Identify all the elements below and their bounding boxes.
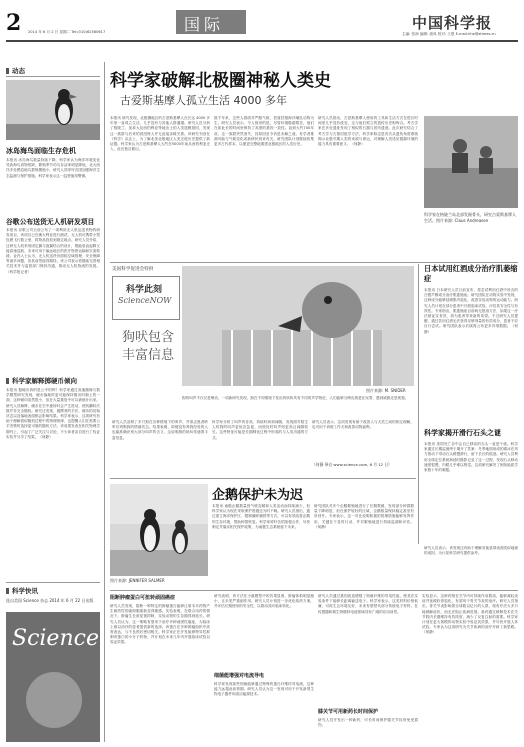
bottom-section-rule [110, 590, 518, 591]
penguin-photo-credit: 图片来源: JENNIFER SALMER [110, 578, 165, 583]
penguin-photo [110, 484, 208, 576]
bottom-col2b: 科学家发现某些细菌能够通过特殊的蛋白纤维传导电流，这种能力远超此前预期。研究人员认为这一发现可用于开发新型生物电子器件和清洁能源技术。 [214, 682, 314, 697]
penguin-title: 企鹅保护未为迟 [212, 488, 304, 503]
left-title-rule [6, 76, 100, 77]
left-bottom-rule [6, 582, 100, 583]
penguin-icon [110, 484, 208, 576]
paper-name: 中国科学报 [412, 14, 493, 32]
puffin-photo [6, 80, 100, 140]
bottom-col1: 研究人员发现，阻断一种特定的肿瘤蛋白能够让原本对药物产生耐药性的癌细胞重新变得敏感。实验表明，在联合用药的情况下，肿瘤生长被显著抑制，实验动物的生存期得到延长。研究人员认为，这一策略有望用于治疗多种顽固性癌症，为临床上难以治疗的患者提供新的选择。该蛋白在多种肿瘤组织中高度表达，与不良预后密切相关。科学家正在开发能够特异性抑制该蛋白的小分子药物，并计划在未来几年内开展临床试验以验证效果。 [110, 604, 210, 645]
dog-body-col1: 研究人员录制了多只狗在各种情境下的叫声，并请志愿者聆听后判断狗的情绪状态。结果表明，即便没有养狗经验的人也能准确识别大部分叫声的含义，这说明狗的吠叫传递着丰富信息。 [112, 420, 208, 440]
sciencenow-source: （何静 译自 www.science.com, 6 月 12 日） [312, 462, 392, 467]
science-masthead: Science [12, 626, 99, 651]
barking-dog-icon [182, 266, 414, 386]
right-divider [418, 264, 419, 544]
dog-photo [182, 266, 414, 386]
science-cover [6, 612, 100, 742]
bottom-col3b: 研究人员开发出一种新药，可长时间保护膝关节软骨免受损伤。 [318, 718, 418, 728]
left-divider [104, 62, 105, 742]
left-story2-title: 谷歌公布送货无人机研发项目 [6, 218, 95, 226]
lead-photo [424, 116, 518, 208]
lead-body-col1: 本报讯 研究发现，北极圈地区的古爱斯基摩人在长达 4000 多年里一直孤立生活，几乎没有与其他人群通婚。研究人员分析了格陵兰、加拿大及西伯利亚等地出土的人类遗骸基因，发现这一族群与后来的因纽特人并无直接亲缘关系。该研究刊登在《科学》杂志上，为了解北美北极地区人类迁徙历史提供了新证据。科学家认为古爱斯基摩人大约在5000年前从西伯利亚迁入，此后独自繁衍。 [110, 116, 210, 152]
right-story2-title: 科学家揭开滑行石头之谜 [424, 429, 501, 437]
right-story2-body: 本报讯 美国死亡谷中会自己移动的石头一直是个谜。科学家通过长期监测终于揭开了答案：冬季地面形成的薄冰在风力推动下带动石头缓慢滑行，留下长长的痕迹。研究人员利用全球定位系统和延时摄影记录了这一过程，发现石头移动速度很慢，肉眼几乎难以察觉。这项研究解决了困扰地质学家数十年的难题。 [424, 442, 518, 473]
lead-body-col3: 研究人员指出，古爱斯基摩人使用的工具和生活方式在很长时间里几乎没有改变，这与他们孤立的遗传历史相吻合。考古学家在多处遗址发现了相似的石器与居所遗迹。此次研究结合了考古学与古基因组学方法，科学家称这是首次从遗传角度系统揭示北极早期人类的来源与命运，对理解人类适应极端环境的能力具有重要意义。（何静） [318, 116, 418, 147]
left-story1-title: 冰岛海鸟面临生存危机 [6, 147, 76, 155]
sciencenow-header: 美国科学促进会特供 [112, 267, 154, 272]
dog-body-col2: 科学家分析了叫声的音高、持续时间和间隔，发现面对陌生人时狗的叫声更低沉急促，而独处时叫声则更高且间隔较长。这些特征可能是长期驯化过程中形成的与人类沟通的方式。 [212, 420, 308, 440]
bottom-col4: 实验显示，这种药物在关节内可持续作用数周，能够减轻炎症并延缓软骨退化，有望用于骨关节炎的治疗。研究人员指出，骨关节炎影响着全球数以亿计的人群，现有疗法大多只能缓解症状，而无法阻止疾病进展。新药通过缓释技术在关节腔内长期维持有效浓度，减少了反复注射的需要。科学家计划在更大规模的动物实验中验证其效果，并尽快开展人体试验。专家认为这项研究为关节疾病的治疗开辟了新思路。（何静） [422, 594, 518, 635]
lead-title: 科学家破解北极圈神秘人类史 [110, 71, 331, 91]
left-story3-title: 科学家解释掷硬币倾向 [6, 376, 77, 385]
left-story2-body: 本报讯 谷歌公司日前公布了一项利用无人机运送货物的研发项目，该项目已在澳大利亚进行测试，无人机可携带小型包裹飞行数公里，将物品投放到指定地点。研究人员介绍，这种无人机采用固定翼与旋翼结合的设计，既能垂直起降又能高速巡航，未来可用于偏远地区的医疗物资运输和灾害救援。业内人士认为，无人机送货仍面临空域管理、安全保障等诸多问题，但其前景值得期待。该公司表示将继续完善相关技术并与监管部门保持沟通，推动无人机物流的发展。（科学报记者） [6, 228, 100, 274]
dog-headline-1: 狗吠包含 [122, 330, 175, 345]
penguin-body-col1: 本报讯 南极企鹅数量因气候变暖和人类活动而持续减少，但科学家认为现在采取保护措施还为时不晚。研究人员指出，通过建立海洋保护区、限制磷虾捕捞等方式，可以有效改善企鹅的生存环境，帮助种群恢复。科学家呼吁各国加强合作，尽快制定并落实相关保护政策，为南极生态系统留下未来。 [212, 504, 310, 529]
bottom-item2-title: 细菌能增强对电流导电 [214, 673, 265, 679]
bottom-col2: 研究表明，该方法在小鼠模型中的效果显著，肿瘤体积明显缩小，且未见严重副作用。研究人员计划进一步优化给药方案，并评估长期使用的安全性，以推动其向临床转化。 [214, 594, 314, 609]
sciencenow-title-cn: 科学此刻 [126, 285, 163, 295]
bottom-item1-title: 阻断肿瘤蛋白可扭转顽固癌症 [110, 595, 176, 601]
bottom-item3-title: 膝关节可用新药长时间保护 [318, 709, 379, 715]
dog-lead-text: 狗的叫声不仅仅是噪音。一项新研究发现，狗在不同情境下发出的吠叫具有不同的声学特征，人们能够分辨出狗是在玩耍、感到威胁还是孤独。 [182, 396, 409, 400]
middle-rule [110, 478, 416, 479]
dog-body-col3: 研究人员表示，这项发现有助于改善人与犬类之间的相互理解，也可用于训练工作犬和改善动物福利。 [312, 420, 414, 430]
dog-headline-2: 丰富信息 [122, 348, 175, 363]
left-column-title: 动态 [6, 66, 25, 75]
lead-bottom-rule [110, 262, 518, 263]
puffin-icon [6, 80, 100, 140]
bottom-col3: 研究人员通过基因改造增强了细菌纤维的导电性能，使其在实验条件下能够长距离输送电子。科学家表示，这类材料价格低廉、可再生且环境友好，未来有望替代部分传统电子材料，在传感器和微生物燃料电池领域具有广阔的应用前景。 [318, 594, 418, 614]
section-label: 国际 [184, 15, 225, 34]
right-story1-body: 本报讯 日本研究人员日前宣布，将尝试利用红酒中所含的白藜芦醇成分治疗肌萎缩症。研究团队在动物实验中发现，这种成分能够延缓肌肉退化，改善实验动物的运动能力。研究人员计划在部分患者中开展临床试验，评估其安全性与有效性。专家指出，肌萎缩症目前尚无根治方法，如果这一疗法被证实有效，将为患者带来新的希望。不过研究人员提醒，通过饮用红酒无法获得足够剂量的有效成分，患者不应自行尝试。研究团队表示后续将公布更多详细数据。（何静） [424, 288, 518, 334]
left-story1-body: 本报讯 冰岛海鸟数量持续下降，科学家认为海洋环境变化导致海鸟食物短缺，繁殖季节幼鸟存活率明显降低，北大西洋多处栖息地鸟群规模缩小，研究人员呼吁各国加强海洋生态监测与保护措施。科学家表示这一趋势值得警惕。 [6, 158, 100, 178]
lead-photo-caption: 科学家在格陵兰岛北部发掘骨头，研究古爱斯基摩人生活。图片来源: Claus Andreasen [424, 212, 516, 223]
excavation-icon [424, 116, 518, 208]
header-rule [6, 40, 518, 42]
sciencenow-title-en: ScienceNOW [118, 296, 172, 305]
lead-subtitle: 古爱斯基摩人孤立生活 4000 多年 [120, 94, 287, 107]
lead-body-col2: 数千年来，这些人群面对严酷气候，依靠狩猎海洋哺乳动物为生。研究人员表示，令人惊讶的是，尽管环境极端艰苦，他们在如此长的时间里保持了高度的基因一致性。直到大约700年前，这一族群突然消失，其原因至今仍是未解之谜。有学者推测可能与气候变化或新移民到来有关。研究团队计划继续收集更多古代样本，以便更完整地重建北极地区的人类历史。 [214, 116, 314, 147]
bottom-column-title: 科学快讯 [6, 586, 38, 595]
date-line: 2014 年 6 月 2 日 星期二 Tel:(010)62580617 [28, 30, 106, 34]
left-story3-body: 本报讯 抛硬币真的是公平的吗？科学家通过高速摄像与数学模型研究发现，硬币落地时更可能保持抛出时朝上的一面，这种倾向虽然很小，但在大量重复中可以被统计出来。研究人员解释，硬币在空中旋转时会产生进动，使其翻转次数并非完全随机。研究还发现，抛掷者的手法、硬币的初始状态以及落地表面都会影响结果。科学家表示，这项研究有助于理解看似随机过程中的物理规律，也提醒人们在需要公平决策时选择更可靠的随机方法。该成果发表在相关物理学期刊上，引起了广泛关注与讨论，不少读者亲自进行了验证实验并分享了结果。（何静） [6, 388, 100, 439]
science-info: 选自美国 Science 杂志 2014 年 6 月 22 日出版 [6, 598, 94, 603]
right-story1-title: 日本试用红酒成分治疗肌萎缩症 [424, 264, 518, 283]
right-story2-more: 研究人员表示，该发现还有助于理解其他星球表面类似地貌的成因，为行星科学研究提供参考。 [424, 546, 518, 556]
editor-line: 主编: 张润 编辑: 唐凤 校对: 王煜 E-mail:hhe@stimes.cn [402, 32, 496, 36]
dog-photo-credit: 图片来源: M. SNIDER [366, 388, 406, 393]
penguin-body-col2: 研究团队对多个企鹅繁殖地进行了长期观测，发现部分种群数量下降明显，但在保护较好的区域，企鹅数量保持稳定甚至有所回升。专家表示，这一对比说明积极的管理措施能够发挥作用，关键在于及时行动，并对繁殖地进行持续监测和评估。（何静） [314, 504, 414, 529]
page-number: 2 [6, 10, 22, 36]
